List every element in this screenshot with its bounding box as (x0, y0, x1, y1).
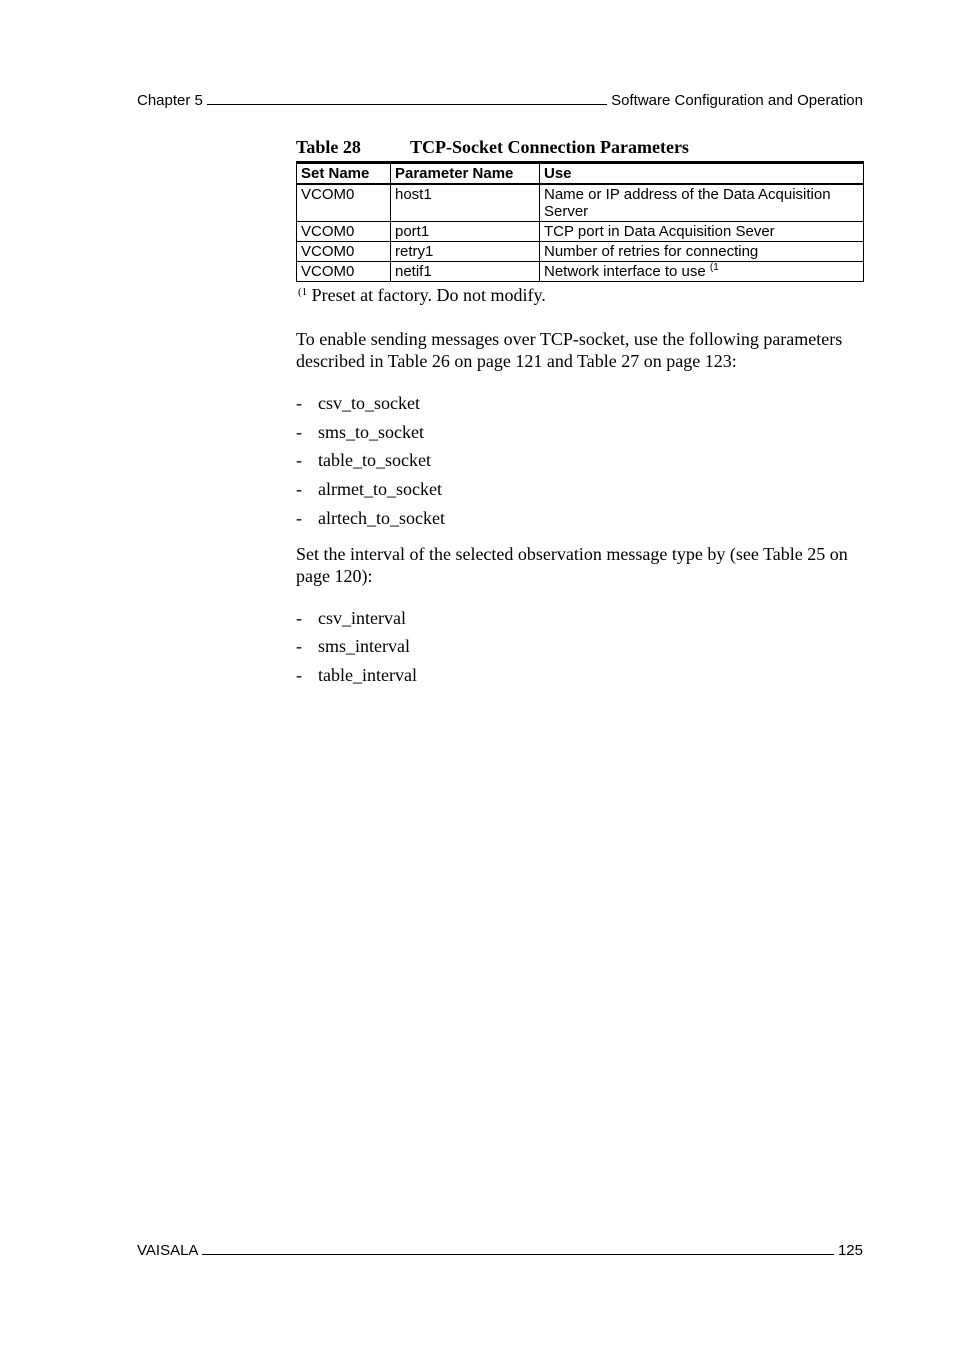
list-dash: - (296, 450, 302, 471)
footer-rule (202, 1240, 834, 1255)
table-cell: VCOM0 (297, 184, 391, 222)
list-dash: - (296, 507, 302, 528)
list-item-text: table_interval (318, 665, 417, 686)
table-footnote (298, 284, 864, 306)
list-item (296, 478, 864, 500)
table-row (297, 184, 864, 222)
table-cell: TCP port in Data Acquisition Sever (540, 222, 864, 242)
list-item-text: alrmet_to_socket (318, 479, 442, 500)
table-cell: netif1 (391, 262, 540, 282)
page-content (296, 136, 864, 693)
footnote-marker: (1 (298, 286, 308, 298)
list-item-text: csv_interval (318, 607, 406, 628)
list-item (296, 421, 864, 443)
table-cell: VCOM0 (297, 222, 391, 242)
paragraph-interval: Set the interval of the selected observation message type by (see Table 25 on page 120): (296, 543, 848, 586)
list-item (296, 635, 864, 657)
section-title: Software Configuration and Operation (611, 92, 863, 109)
parameters-table (296, 161, 864, 282)
table-row (297, 242, 864, 262)
paragraph-socket: To enable sending messages over TCP-socket, use the following parameters described in Table 26 on page 121 and Table 27 on page 123: (296, 329, 843, 371)
table-cell: Number of retries for connecting (540, 242, 864, 262)
list-item (296, 607, 864, 629)
page-footer (137, 1240, 863, 1259)
list-item (296, 449, 864, 471)
table-title: TCP-Socket Connection Parameters (410, 137, 689, 157)
list-dash: - (296, 479, 302, 500)
column-header: Use (540, 163, 864, 185)
list-item (296, 664, 864, 686)
table-cell: retry1 (391, 242, 540, 262)
table-cell: VCOM0 (297, 242, 391, 262)
table-cell (540, 262, 864, 282)
table-number: Table 28 (296, 137, 361, 157)
list-item-text: alrtech_to_socket (318, 507, 445, 528)
socket-param-list (296, 392, 864, 529)
table-cell: Name or IP address of the Data Acquisition Server (540, 184, 864, 222)
table-caption (296, 136, 864, 158)
table-row (297, 262, 864, 282)
list-item-text: sms_to_socket (318, 421, 424, 442)
list-item-text: csv_to_socket (318, 393, 420, 413)
table-cell: VCOM0 (297, 262, 391, 282)
company-name: VAISALA (137, 1242, 199, 1259)
list-dash: - (296, 607, 302, 628)
list-dash: - (296, 421, 302, 442)
cell-text: Network interface to use (544, 263, 706, 280)
list-dash: - (296, 393, 302, 413)
footnote-ref: (1 (709, 262, 719, 273)
table-cell: host1 (391, 184, 540, 222)
list-item (296, 507, 864, 529)
list-item (296, 392, 864, 414)
chapter-label: Chapter 5 (137, 92, 203, 109)
page-header (137, 90, 863, 109)
list-dash: - (296, 665, 302, 686)
table-header-row (297, 163, 864, 185)
interval-param-list (296, 607, 864, 686)
list-dash: - (296, 636, 302, 657)
list-item-text: table_to_socket (318, 450, 431, 471)
table-row (297, 222, 864, 242)
table-cell: port1 (391, 222, 540, 242)
header-rule (207, 90, 607, 105)
footnote-text: Preset at factory. Do not modify. (311, 285, 546, 305)
column-header: Parameter Name (391, 163, 540, 185)
column-header: Set Name (297, 163, 391, 185)
list-item-text: sms_interval (318, 636, 410, 657)
page-number: 125 (837, 1242, 863, 1259)
